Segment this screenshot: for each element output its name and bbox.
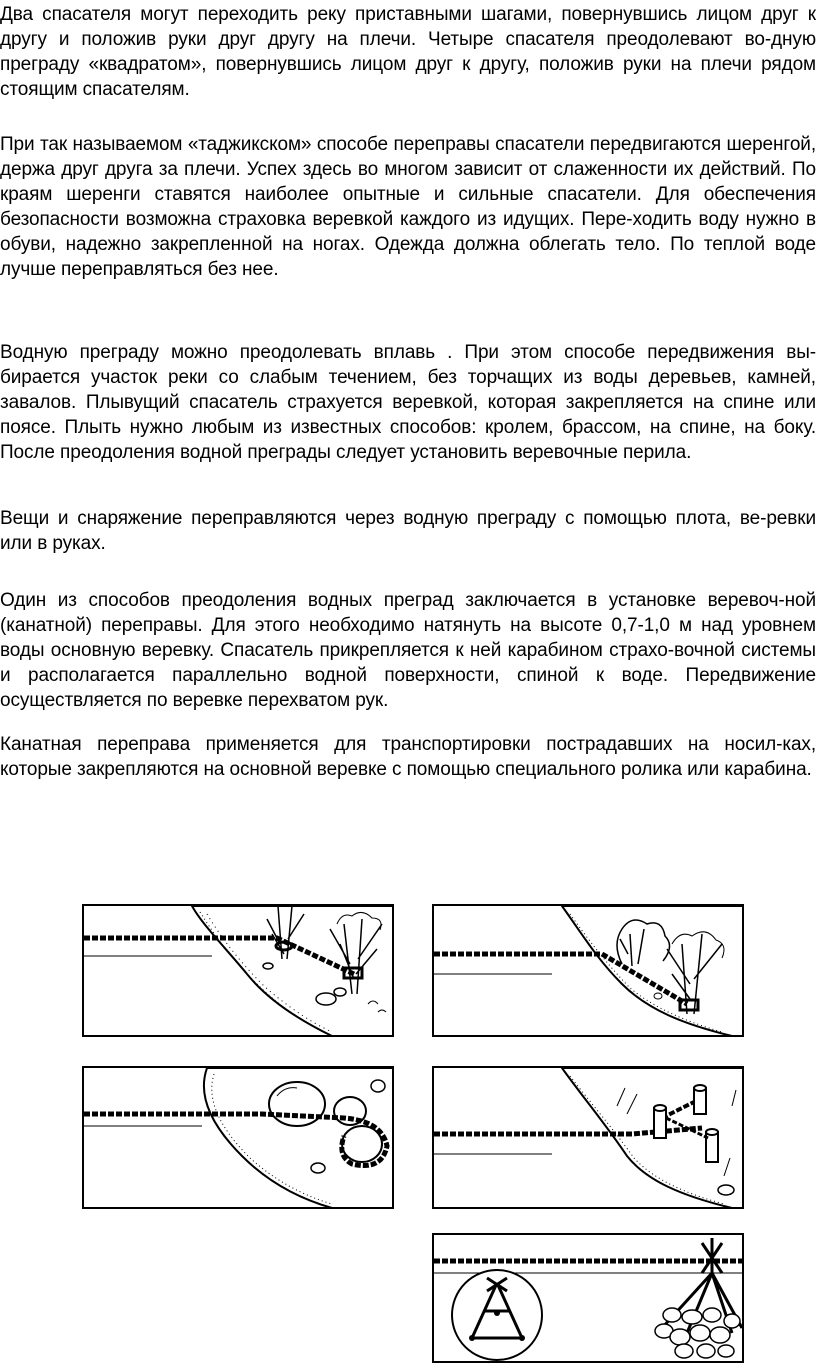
figure-rope-tied-to-bush [432, 904, 744, 1037]
paragraph-1: Два спасателя могут переходить реку приставными шагами, повернувшись лицом друг к другу и положив руки друг другу на плечи. Четыре спасателя преодолевают во-дную преграду «квадратом», повернувшись лицом друг к другу, положив руки на плечи рядом стоящим спасателям. [0, 4, 816, 100]
figure-rope-around-boulder [82, 1066, 394, 1209]
figure-rope-tied-to-trees [82, 904, 394, 1037]
paragraph-2: При так называемом «таджикском» способе переправы спасатели передвигаются шеренгой, держа друг друга за плечи. Успех здесь во многом зависит от слаженности их действий. По краям шеренги ставятся наиболее опытные и сильные спасатели. Для обеспечения безопасности возможна страховка веревкой каждого из идущих. Пере-ходить воду нужно в обуви, надежно закрепленной на ногах. Одежда должна облегать тело. По теплой воде лучше переправляться без нее. [0, 134, 816, 280]
paragraph-3: Водную преграду можно преодолевать вплавь . При этом способе передвижения вы-бирается участок реки со слабым течением, без торчащих из воды деревьев, камней, завалов. Плывущий спасатель страхуется веревкой, которая закрепляется на спине или поясе. Плыть нужно любым из известных способов: кролем, брассом, на спине, на боку. После преодоления водной преграды следует установить веревочные перила. [0, 342, 816, 463]
paragraph-4: Вещи и снаряжение переправляются через водную преграду с помощью плота, ве-ревки или в руках. [0, 508, 816, 554]
paragraph-5: Один из способов преодоления водных преград заключается в установке веревоч-ной (канатной) переправы. Для этого необходимо натянуть на высоте 0,7-1,0 м над уровнем воды основную веревку. Спасатель прикрепляется к ней карабином страхо-вочной системы и располагается параллельно водной поверхности, спиной к воде. Передвижение осуществляется по веревке перехватом рук. [0, 590, 816, 711]
paragraph-6: Канатная переправа применяется для транспортировки пострадавших на носил-ках, которые закрепляются на основной веревке с помощью специального ролика или карабина. [0, 734, 816, 780]
figure-stretcher-rope-crossing [432, 1233, 744, 1363]
figure-rope-on-stakes [432, 1066, 744, 1209]
